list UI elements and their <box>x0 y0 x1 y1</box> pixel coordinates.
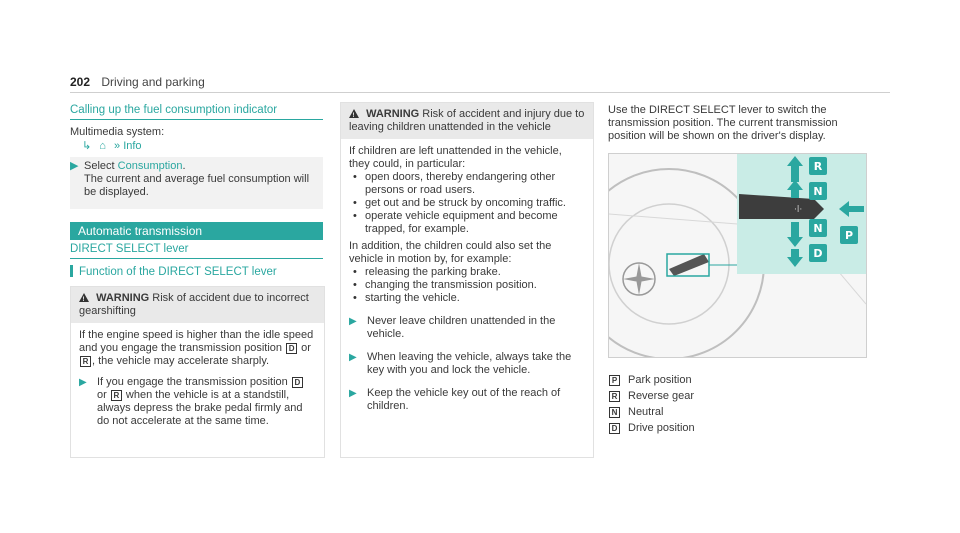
warning-title: WARNING <box>96 292 150 304</box>
list-item: • get out and be struck by oncoming traffic. <box>349 197 583 210</box>
page-number: 202 <box>70 75 91 89</box>
warning-step-text-2: when the vehicle is at a standstill, always depress the brake pedal firmly and do not accelerate at the same time. <box>97 389 303 427</box>
direct-select-lever-illustration <box>609 154 866 357</box>
nav-path <box>82 140 142 153</box>
key-p-icon: P <box>609 375 620 386</box>
legend-item-n <box>608 406 663 418</box>
warning-triangle-icon <box>79 293 89 302</box>
heading-marker <box>70 265 73 277</box>
key-r-icon: R <box>111 390 122 401</box>
figure-label-n-lower: N <box>813 222 823 235</box>
children-step-text: Keep the vehicle key out of the reach of children. <box>367 387 561 412</box>
legend-item-r <box>608 390 694 402</box>
list-item: • changing the transmission position. <box>349 279 583 292</box>
warning-step-text-1: If you engage the transmission position <box>97 376 288 388</box>
calling-heading: Calling up the fuel consumption indicator <box>70 104 278 116</box>
step-arrow-icon: ▶ <box>349 388 357 399</box>
home-icon[interactable]: ⌂ <box>99 140 106 152</box>
legend-label: Drive position <box>628 422 695 434</box>
warning-body <box>341 139 593 419</box>
figure-label-n-upper: N <box>813 185 823 198</box>
warning-header <box>341 103 593 139</box>
children-step-text: Never leave children unattended in the vehicle. <box>367 315 556 340</box>
step-arrow-icon: ▶ <box>70 160 79 172</box>
list-item: • releasing the parking brake. <box>349 266 583 279</box>
key-d-icon: D <box>292 377 303 388</box>
step-arrow-icon: ▶ <box>79 377 87 388</box>
svg-text:·l·: ·l· <box>794 205 803 215</box>
children-addition: In addition, the children could also set the vehicle in motion by, for example: <box>349 240 552 265</box>
warning-body-text-2: , the vehicle may accelerate sharply. <box>92 355 270 367</box>
key-r-icon: R <box>609 391 620 402</box>
calling-heading-rule <box>70 119 323 120</box>
direct-select-heading: DIRECT SELECT lever <box>70 243 189 255</box>
children-step-text: When leaving the vehicle, always take the key with you and lock the vehicle. <box>367 351 572 376</box>
legend-label: Neutral <box>628 406 664 418</box>
warning-triangle-icon <box>349 109 359 118</box>
warning-step <box>79 376 314 428</box>
header-rule <box>70 92 890 93</box>
step-arrow-icon: ▶ <box>349 352 357 363</box>
select-step: ▶ Select Consumption. The current and average fuel consumption will be displayed. <box>84 160 320 199</box>
lever-figure <box>608 153 867 358</box>
warning-head-text: Risk of accident and injury due to leaving children unattended in the vehicle <box>349 108 585 133</box>
legend-label: Reverse gear <box>628 390 695 402</box>
key-r-icon: R <box>80 356 91 367</box>
select-consumption-link[interactable]: Consumption <box>117 160 183 172</box>
return-arrow-icon: ↳ <box>82 140 92 152</box>
key-d-icon: D <box>286 343 297 354</box>
figure-label-p: P <box>844 229 854 242</box>
nav-info-link[interactable]: Info <box>123 140 142 152</box>
warning-step-or: or <box>97 389 107 401</box>
children-intro: If children are left unattended in the vehicle, they could, in particular: <box>349 145 562 170</box>
warning-body-text-1: If the engine speed is higher than the idle speed and you engage the transmission position <box>79 329 314 354</box>
key-n-icon: N <box>609 407 620 418</box>
figure-label-r: R <box>813 160 823 173</box>
legend-label: Park position <box>628 374 692 386</box>
select-label: Select <box>84 160 115 172</box>
double-chevron-icon: » <box>114 140 121 152</box>
direct-select-rule <box>70 258 323 259</box>
warning-box-gearshift <box>70 286 325 458</box>
list-item: • operate vehicle equipment and become trapped, for example. <box>349 210 583 236</box>
multimedia-label: Multimedia system: <box>70 126 165 138</box>
warning-or: or <box>301 342 311 354</box>
page-header <box>70 75 205 89</box>
list-item: • starting the vehicle. <box>349 292 583 305</box>
select-desc: The current and average fuel consumption will be displayed. <box>84 173 310 198</box>
children-step <box>349 315 583 341</box>
warning-box-children <box>340 102 594 458</box>
children-step <box>349 387 583 413</box>
legend-item-d <box>608 422 695 434</box>
children-step <box>349 351 583 377</box>
function-heading-text: Function of the DIRECT SELECT lever <box>79 266 277 278</box>
warning-head-text: Risk of accident due to incorrect gearshifting <box>79 292 309 317</box>
section-title: Driving and parking <box>101 75 205 89</box>
function-heading <box>70 265 277 278</box>
step-arrow-icon: ▶ <box>349 316 357 327</box>
key-d-icon: D <box>609 423 620 434</box>
lever-intro: Use the DIRECT SELECT lever to switch the transmission position. The current transmission position will be shown on the driver's display. <box>608 104 838 142</box>
automatic-transmission-bar: Automatic transmission <box>70 222 323 240</box>
warning-header <box>71 287 324 323</box>
legend-item-p <box>608 374 692 386</box>
warning-title: WARNING <box>366 108 420 120</box>
warning-body <box>71 323 324 434</box>
list-item: • open doors, thereby endangering other persons or road users. <box>349 171 583 197</box>
figure-label-d: D <box>813 247 823 260</box>
